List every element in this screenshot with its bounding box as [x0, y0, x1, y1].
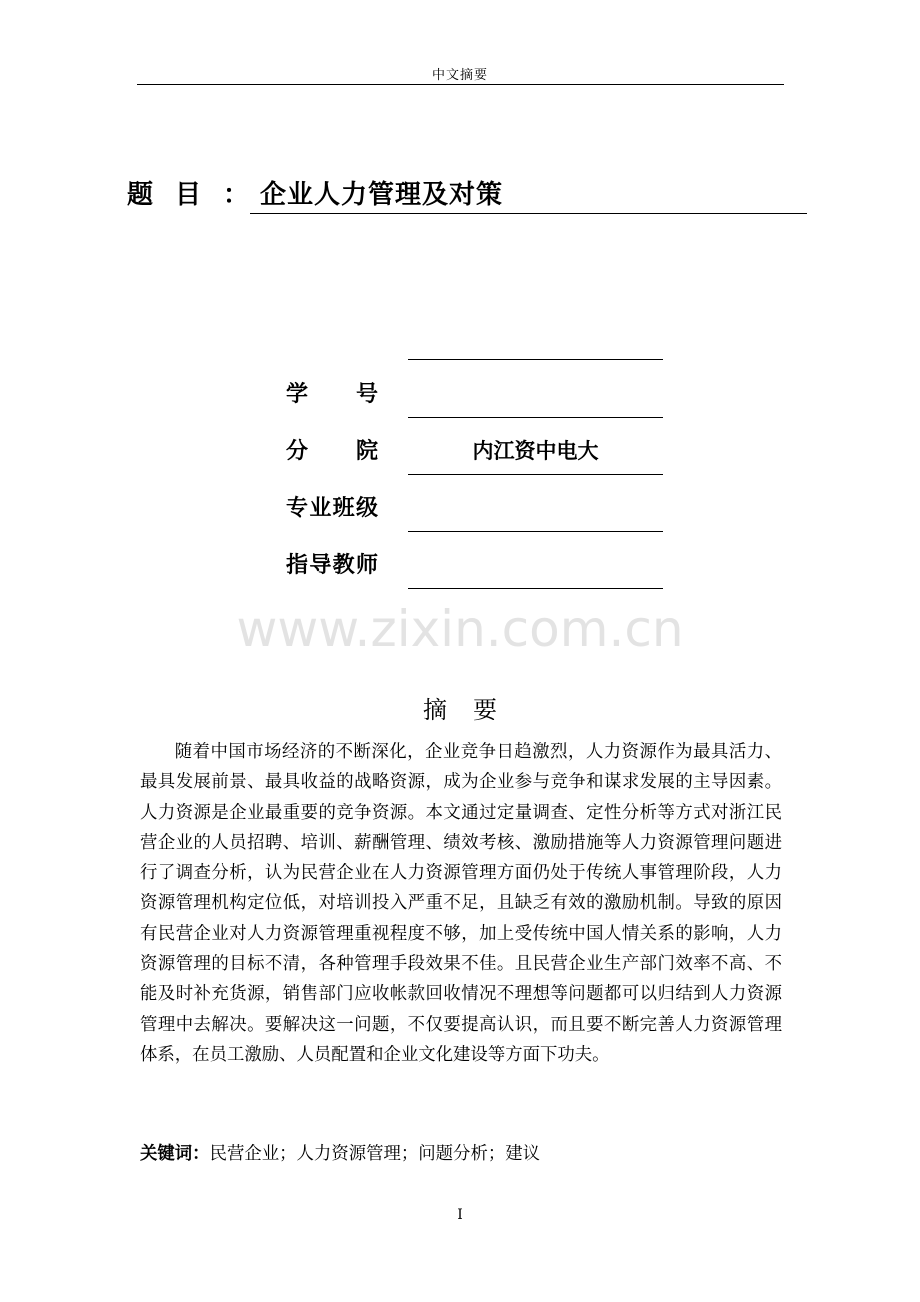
- info-row-student-id: [286, 361, 663, 418]
- thesis-title: 企业人力管理及对策: [260, 180, 504, 210]
- title-underline: [250, 213, 807, 214]
- keywords-label: 关键词：: [140, 1144, 210, 1164]
- info-value: 内江资中电大: [472, 439, 599, 463]
- info-row-branch: [286, 418, 663, 475]
- keywords: [140, 1139, 540, 1164]
- info-label: 专业班级: [286, 496, 378, 521]
- header-rule: [137, 84, 784, 85]
- info-label: 指导教师: [286, 553, 378, 578]
- watermark: www.zixin.com.cn: [236, 600, 684, 658]
- abstract-body: 随着中国市场经济的不断深化，企业竞争日趋激烈，人力资源作为最具活力、最具发展前景、最具收益的战略资源，成为企业参与竞争和谋求发展的主导因素。人力资源是企业最重要的竞争资源。本文通过定量调查、定性分析等方式对浙江民营企业的人员招聘、培训、薪酬管理、绩效考核、激励措施等人力资源管理问题进行了调查分析，认为民营企业在人力资源管理方面仍处于传统人事管理阶段，人力资源管理机构定位低，对培训投入严重不足，且缺乏有效的激励机制。导致的原因有民营企业对人力资源管理重视程度不够，加上受传统中国人情关系的影响，人力资源管理的目标不清，各种管理手段效果不佳。且民营企业生产部门效率不高、不能及时补充货源，销售部门应收帐款回收情况不理想等问题都可以归结到人力资源管理中去解决。要解决这一问题，不仅要提高认识，而且要不断完善人力资源管理体系，在员工激励、人员配置和企业文化建设等方面下功夫。: [140, 742, 782, 1065]
- info-label: 分院: [286, 439, 378, 464]
- info-label: 学号: [286, 382, 378, 407]
- info-top-line: [408, 359, 663, 360]
- running-header: 中文摘要: [431, 68, 488, 83]
- info-row-class: [286, 475, 663, 532]
- thesis-title-label: 题目：: [127, 180, 272, 210]
- info-underline: [408, 588, 663, 589]
- info-row-advisor: [286, 532, 663, 589]
- keywords-value: 民营企业；人力资源管理；问题分析；建议: [209, 1144, 541, 1164]
- abstract-heading: 摘要: [423, 696, 523, 724]
- page-number: I: [457, 1207, 463, 1223]
